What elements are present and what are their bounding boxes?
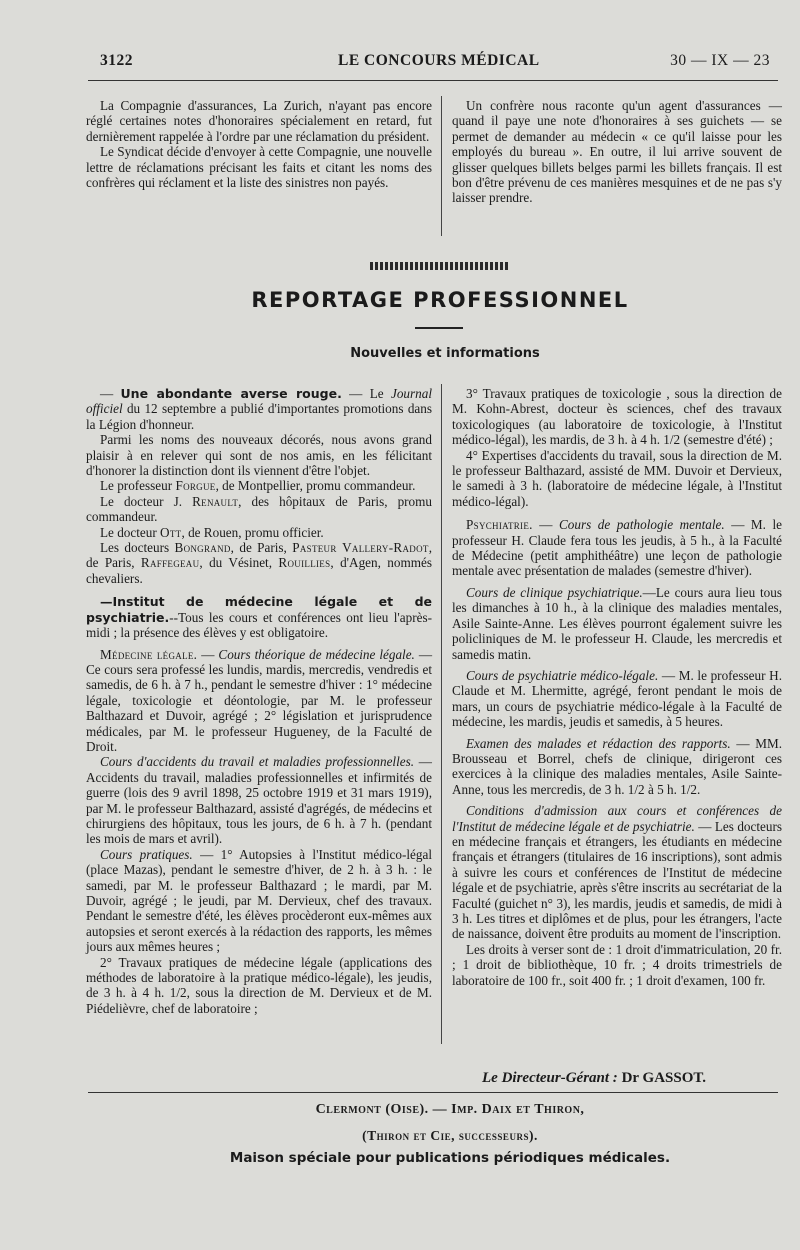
syndicat-paragraph: Le Syndicat décide d'envoyer à cette Compagnie, une nouvelle lettre de réclamations précisant les faits et citant les noms des confrères qui réclament et la liste des sinistres non payés. (86, 144, 432, 191)
medleg-paragraph: Médecine légale. — Cours théorique de médecine légale. — Ce cours sera professé les lundis, mardis, mercredis, vendredis et samedis, de 6 h. à 7 h., pendant le semestre d'hiver : 1° médecine légale, toxicologie et déontologie, par M. le professeur Balthazard et Duvoir, agrégé ; 2° législation et jurisprudence médicales, par M. le professeur Hugueney, de la Faculté de Droit. (86, 646, 433, 754)
averse-paragraph: — Une abondante averse rouge. — Le Journal officiel du 12 septembre a publié d'importantes promotions dans la Légion d'honneur. (86, 386, 432, 432)
footer-rule (88, 1092, 778, 1093)
ott-paragraph: Le docteur Ott, de Rouen, promu officier. (100, 524, 324, 540)
column-divider-main (441, 384, 442, 1044)
expertises-paragraph: 4° Expertises d'accidents du travail, sous la direction de M. le professeur Balthazard, assisté de MM. Duvoir et Dervieux, le samedi à 3 h. (laboratoire de médecine légale, à l'Institut médico-légal). (452, 447, 782, 509)
column-divider-top (441, 96, 442, 236)
accidents-paragraph: Cours d'accidents du travail et maladies professionnelles. — Accidents du travail, maladies professionnelles et infirmités de guerre (lois des 9 avril 1898, 25 octobre 1919 et 31 mars 1919), par M. le professeur Balthazard, assisté d'agrégés, de médecins et chirurgiens des hôpitaux, tous les jours, de 6 h. à 7 h. (pendant les mois de mars et avril). (86, 754, 432, 847)
header-rule (88, 80, 778, 81)
institut-label: —Institut de médecine légale et de psychiatrie. (86, 594, 432, 625)
forgue-paragraph: Le professeur Forgue, de Montpellier, promu commandeur. (100, 478, 416, 494)
renault-paragraph: Le docteur J. Renault, des hôpitaux de Paris, promu commandeur. (86, 493, 432, 525)
examen-paragraph: Examen des malades et rédaction des rapports. — MM. Brousseau et Borrel, chefs de clinique, dirigeront ces exercices à la clinique des maladies mentales, Asile Sainte-Anne, tous les mercredis, de 3 h. 1/2 à 5 h. 1/2. (452, 735, 782, 797)
decores-paragraph: Parmi les noms des nouveaux décorés, nous avons grand plaisir à en relever qui sont de nos amis, en les félicitant d'honorer la distinction dont ils viennent d'être l'objet. (86, 432, 432, 479)
news-left-column (86, 386, 432, 1016)
toxicologie-paragraph: 3° Travaux pratiques de toxicologie , sous la direction de M. Kohn-Abrest, docteur ès sciences, chef des travaux toxicologiques (au laboratoire de toxicologie, à l'Institut médico-légal), les mardis, de 3 h. à 4 h. 1/2 (semestre d'été) ; (452, 386, 782, 448)
running-header (100, 52, 770, 78)
director-name: Dr GASSOT. (621, 1070, 707, 1086)
agent-paragraph: Un confrère nous raconte qu'un agent d'assurances — quand il paye une note d'honoraires à ses guichets — se permet de demander au médecin « ce qu'il laisse pour les employés du bureau ». En outre, il lui arrive souvent de glisser quelques billets belges parmi les billets français. Il est bon d'être prévenu de ces manières mesquines et de ne pas s'y laisser prendre. (452, 98, 782, 206)
averse-label: Une abondante averse rouge. (120, 386, 342, 401)
chevaliers-paragraph: Les docteurs Bongrand, de Paris, Pasteur Vallery-Radot, de Paris, Raffegeau, du Vésinet, Rouillies, d'Agen, nommés chevaliers. (86, 540, 432, 586)
zurich-paragraph: La Compagnie d'assurances, La Zurich, n'ayant pas encore réglé certaines notes d'honoraires spécialement en retard, fut dernièrement rappelée à l'ordre par une réclamation du président. (86, 98, 432, 144)
top-left-column (86, 98, 432, 190)
travaux-paragraph: 2° Travaux pratiques de médecine légale (applications des méthodes de laboratoire à la pratique médico-légale), les jeudis, de 3 h. à 4 h. 1/2, sous la direction de M. Dervieux et de M. Piédelièvre, chef de laboratoire ; (86, 954, 432, 1016)
droits-paragraph: Les droits à verser sont de : 1 droit d'immatriculation, 20 fr. ; 1 droit de bibliothèque, 10 fr. ; 4 droits trimestriels de laboratoire de 100 fr., soit 400 fr. ; 1 droit d'examen, 100 fr. (452, 941, 782, 988)
section-subtitle: Nouvelles et informations (350, 346, 540, 361)
section-title: REPORTAGE PROFESSIONNEL (251, 288, 629, 312)
director-signature: Le Directeur-Gérant : Dr GASSOT. (482, 1070, 707, 1086)
imprint-line-1: Clermont (Oise). — Imp. Daix et Thiron, (315, 1102, 585, 1117)
top-right-column (452, 98, 782, 206)
issue-date: 30 — IX — 23 (670, 52, 770, 69)
page-number: 3122 (100, 52, 133, 69)
news-right-column (452, 386, 782, 988)
pratiques-paragraph: Cours pratiques. — 1° Autopsies à l'Institut médico-légal (place Mazas), pendant le semestre d'hiver, de 2 h. à 3 h. : le samedi, par M. le professeur Balthazard ; le mardi, par M. Duvoir, agrégé ; le jeudi, par M. Dervieux, chef des travaux. Pendant le semestre d'été, les élèves procèderont eux-mêmes aux autopsies et seront exercés à la rédaction des rapports, les mêmes jours aux mêmes heures ; (86, 846, 432, 955)
title-rule (415, 327, 463, 329)
conditions-paragraph: Conditions d'admission aux cours et conférences de l'Institut de médecine légale et de psychiatrie. — Les docteurs en médecine français et étrangers, les étudiants en médecine français et étrangers (titulaires de 16 inscriptions), sont admis à suivre les cours et conférences de l'Institut de médecine légale et de psychiatrie, après s'être inscrits au secrétariat de la Faculté (guichet n° 3), les mardis, jeudis et samedis, de midi à 3 h. Les titres et diplômes et de plus, pour les étrangers, l'acte de naissance, doivent être produits au moment de l'inscription. (452, 803, 782, 942)
psychiatrie-paragraph: Psychiatrie. — Cours de pathologie mentale. — M. le professeur H. Claude fera tous les jeudis, à 5 h., à la Faculté de Médecine (petit amphithéâtre) une leçon de pathologie mentale avec présentation de malades (semestre d'hiver). (452, 517, 782, 579)
imprint-line-3: Maison spéciale pour publications périodiques médicales. (229, 1150, 671, 1166)
clinique-paragraph: Cours de clinique psychiatrique.—Le cours aura lieu tous les dimanches à 10 h., à la clinique des maladies mentales, Asile Sainte-Anne. Les élèves pourront également suivre les policliniques de M. le professeur H. Claude, les mercredis et samedis matin. (452, 584, 782, 662)
institut-paragraph: —Institut de médecine légale et de psychiatrie.--Tous les cours et conférences ont lieu l'après-midi ; la présence des élèves y est obligatoire. (86, 594, 432, 641)
psy-medleg-paragraph: Cours de psychiatrie médico-légale. — M. le professeur H. Claude et M. Lhermitte, agrégé, feront pendant le mois de mars, un cours de psychiatrie médico-légale à la Faculté de médecine, les mardis, jeudis et samedis, à 5 heures. (452, 667, 782, 730)
journal-title: LE CONCOURS MÉDICAL (338, 52, 540, 69)
imprint-line-2: (Thiron et Cie, successeurs). (362, 1128, 538, 1143)
ornamental-rule (370, 262, 510, 270)
